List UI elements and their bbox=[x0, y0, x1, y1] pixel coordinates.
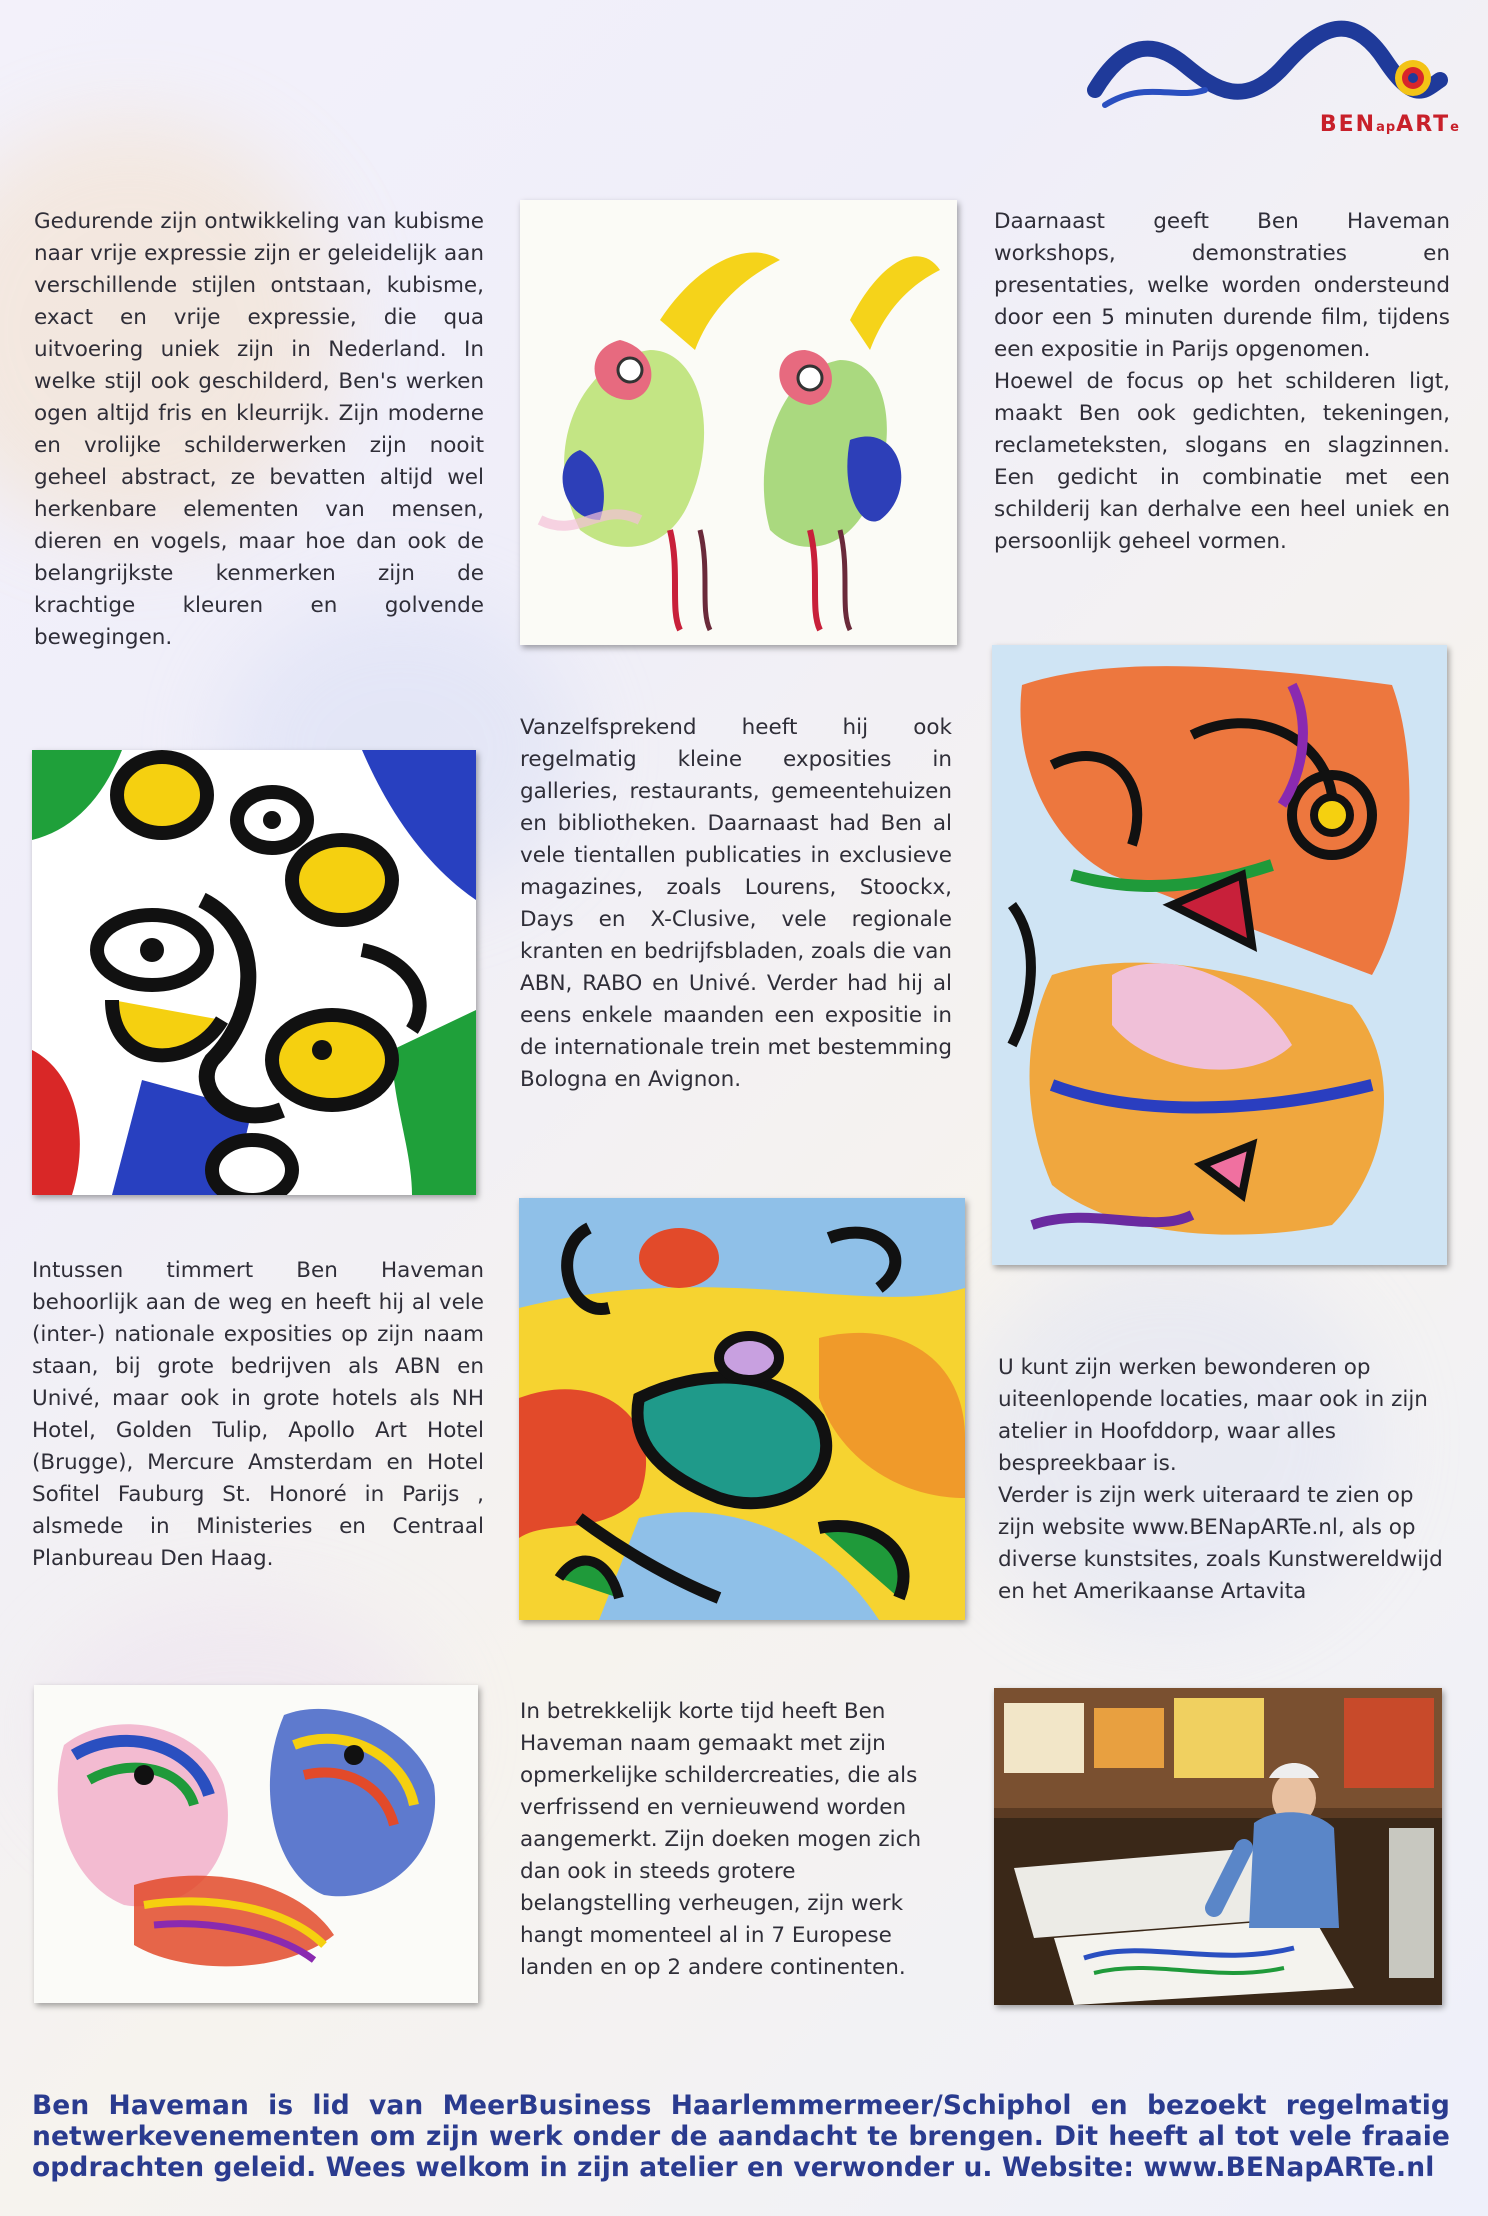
painting-striped-birds bbox=[34, 1685, 478, 2003]
painting-two-birds bbox=[520, 200, 957, 645]
painting-colorful-birds bbox=[519, 1198, 965, 1620]
text-block-workshops: Daarnaast geeft Ben Haveman workshops, demonstraties en presentaties, welke worden ondersteund door een 5 minuten durende film, tijdens een expositie in Parijs opgenomen. Hoewel de focus op het schilderen ligt, maakt Ben ook gedichten, tekeningen, reclameteksten, slogans en slagzinnen. Een gedicht in combinatie met een schilderij kan derhalve een heel uniek en persoonlijk geheel vormen. bbox=[994, 209, 1450, 554]
text-block-exhibitions: Vanzelfsprekend heeft hij ook regelmatig kleine exposities in galleries, restaurants, gemeentehuizen en bibliotheken. Daarnaast had Ben al vele tientallen publicaties in exclusieve magazines, zoals Lourens, Stoockx, Days en X-Clusive, vele regionale kranten en bedrijfsbladen, zoals die van ABN, RABO en Univé. Verder had hij al eens enkele maanden een expositie in de internationale trein met bestemming Bologna en Avignon. bbox=[520, 715, 952, 1092]
painting-tall-abstract bbox=[992, 645, 1447, 1265]
painting-black-line-birds bbox=[32, 750, 476, 1195]
photo-artist-atelier bbox=[994, 1688, 1442, 2005]
footer-membership-statement: Ben Haveman is lid van MeerBusiness Haarlemmermeer/Schiphol en bezoekt regelmatig netwerkevenementen om zijn werk onder de aandacht te brengen. Dit heeft al tot vele fraaie opdrachten geleid. Wees welkom in zijn atelier en verwonder u. Website: www.BENapARTe.nl bbox=[32, 2090, 1450, 2183]
text-block-development: Gedurende zijn ontwikkeling van kubisme naar vrije expressie zijn er geleidelijk aan verschillende stijlen ontstaan, kubisme, exact en vrije expressie, die qua uitvoering uniek zijn in Nederland. In welke stijl ook geschilderd, Ben's werken ogen altijd fris en kleurrijk. Zijn moderne en vrolijke schilderwerken zijn nooit geheel abstract, ze bevatten altijd wel herkenbare elementen van mensen, dieren en vogels, maar hoe dan ook de belangrijkste kenmerken zijn de krachtige kleuren en golvende bewegingen. bbox=[34, 209, 484, 650]
text-block-international: Intussen timmert Ben Haveman behoorlijk aan de weg en heeft hij al vele (inter-) nationale exposities op zijn naam staan, bij grote bedrijven als ABN en Univé, maar ook in grote hotels als NH Hotel, Golden Tulip, Apollo Art Hotel (Brugge), Mercure Amsterdam en Hotel Sofitel Fauburg St. Honoré in Parijs , alsmede in Ministeries en Centraal Planbureau Den Haag. bbox=[32, 1258, 484, 1571]
brand-wordmark: BENapARTe bbox=[1319, 112, 1460, 137]
text-block-locations: U kunt zijn werken bewonderen op uiteenlopende locaties, maar ook in zijn atelier in Hoofddorp, waar alles bespreekbaar is. Verder is zijn werk uiteraard te zien op zijn website www.BENapARTe.nl, als op diverse kunstsites, zoals Kunstwereldwijd en het Amerikaanse Artavita bbox=[998, 1355, 1443, 1604]
text-block-reputation: In betrekkelijk korte tijd heeft Ben Haveman naam gemaakt met zijn opmerkelijke schildercreaties, die als verfrissend en vernieuwend worden aangemerkt. Zijn doeken mogen zich dan ook in steeds grotere belangstelling verheugen, zijn werk hangt momenteel al in 7 Europese landen en op 2 andere continenten. bbox=[520, 1699, 922, 1980]
